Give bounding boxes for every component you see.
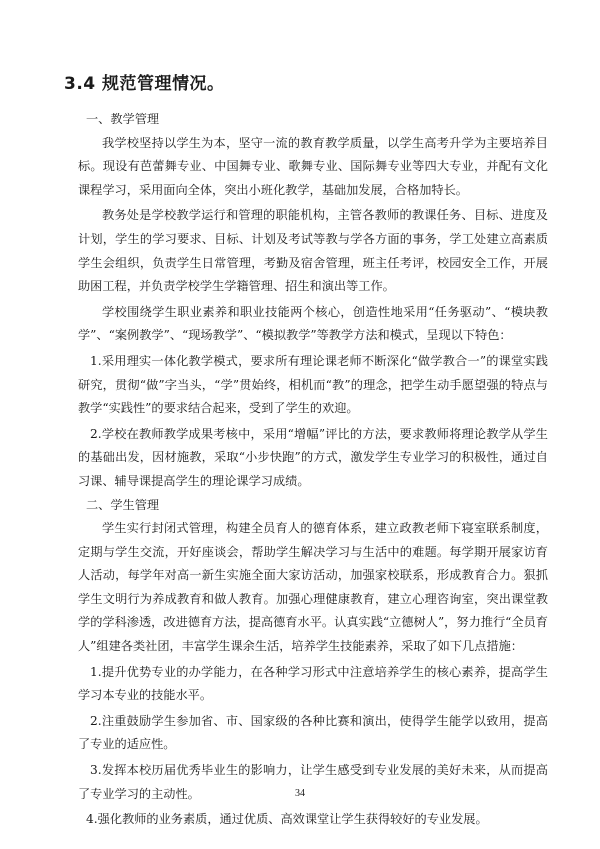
paragraph-overview: 我学校坚持以学生为本，坚守一流的教育教学质量，以学生高考升学为主要培养目标。现设有芭蕾舞专业、中国舞专业、歌舞专业、国际舞专业等四大专业，并配有文化课程学习，采用面向全体，突出小班化教学，基础加发展，合格加特长。 bbox=[78, 135, 548, 197]
subsection-title-students: 二、学生管理 bbox=[86, 497, 160, 512]
subsection-title-teaching: 一、教学管理 bbox=[86, 112, 160, 126]
list-item-teaching-1: 1.采用理实一体化教学模式，要求所有理论课老师不断深化“做学教合一”的课堂实践研究，贯彻“做”字当头，“学”贯始终，相机而“教”的理念，把学生动手愿望强的特点与教学“实践性”的要求结合起来，受到了学生的欢迎。 bbox=[78, 353, 548, 416]
document-body bbox=[78, 108, 548, 832]
list-item-students-3: 3.发挥本校历届优秀毕业生的影响力，让学生感受到专业发展的美好未来，从而提高了专业学习的主动性。 bbox=[78, 763, 548, 801]
paragraph-teaching-methods: 学校围绕学生职业素养和职业技能两个核心，创造性地采用“任务驱动”、“模块教学”、“案例教学”、“现场教学”、“模拟教学”等教学方法和模式，呈现以下特色： bbox=[78, 304, 548, 343]
page-number: 34 bbox=[295, 788, 305, 799]
list-item-students-4: 4.强化教师的业务素质，通过优质、高效课堂让学生获得较好的专业发展。 bbox=[86, 812, 488, 827]
list-item-teaching-2: 2.学校在教师教学成果考核中，采用“增幅”评比的方法，要求教师将理论教学从学生的基础出发，因材施教，采取“小步快跑”的方式，激发学生专业学习的积极性，通过自习课、辅导课提高学生的理论课学习成绩。 bbox=[78, 426, 548, 488]
section-heading: 3.4 规范管理情况。 bbox=[64, 74, 225, 94]
list-item-students-1: 1.提升优势专业的办学能力，在各种学习形式中注意培养学生的核心素养，提高学生学习本专业的技能水平。 bbox=[78, 664, 548, 703]
paragraph-academic-affairs: 教务处是学校教学运行和管理的职能机构，主管各教师的教课任务、目标、进度及计划，学生的学习要求、目标、计划及考试等教与学各方面的事务，学工处建立高素质学生会组织，负责学生日常管理，考勤及宿舍管理，班主任考评，校园安全工作，开展助困工程，并负责学校学生学籍管理、招生和演出等工作。 bbox=[78, 208, 548, 294]
paragraph-student-management: 学生实行封闭式管理，构建全员育人的德育体系，建立政教老师下寝室联系制度，定期与学生交流，开好座谈会，帮助学生解决学习与生活中的难题。每学期开展家访育人活动，每学年对高一新生实施全面大家访活动，加强家校联系，形成教育合力。狠抓学生文明行为养成教育和做人教育。加强心理健康教育，建立心理咨询室，突出课堂教学的学科渗透，改进德育方法，提高德育水平。认真实践“立德树人”，努力推行“全员育人”组建各类社团，丰富学生课余生活，培养学生技能素养，采取了如下几点措施： bbox=[78, 521, 548, 654]
list-item-students-2: 2.注重鼓励学生参加省、市、国家级的各种比赛和演出，使得学生能学以致用，提高了专业的适应性。 bbox=[78, 713, 548, 752]
